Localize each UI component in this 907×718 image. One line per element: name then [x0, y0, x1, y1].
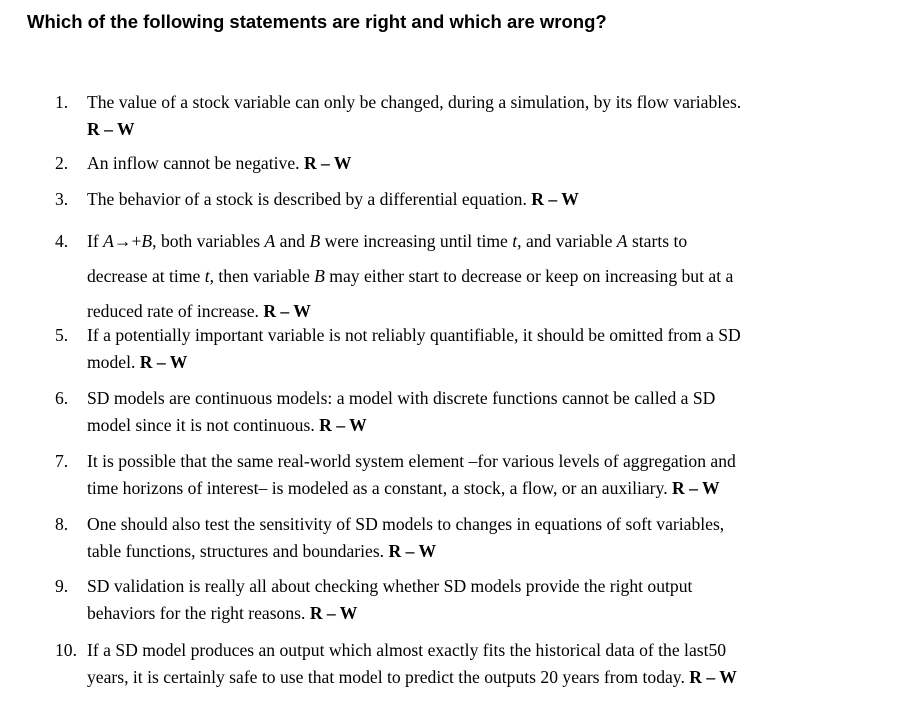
statement-segment: and [275, 231, 310, 251]
statement-number: 2. [55, 153, 69, 173]
variable-symbol: B [314, 266, 325, 286]
statement-line: years, it is certainly safe to use that model to predict the outputs 20 years from today. R – W [87, 667, 737, 687]
statement-line: An inflow cannot be negative. R – W [87, 153, 352, 173]
statement-line [87, 259, 885, 294]
statement-line: The value of a stock variable can only be changed, during a simulation, by its flow variables. [87, 92, 742, 112]
statement-segment: decrease at time [87, 266, 205, 286]
statement-line: SD models are continuous models: a model with discrete functions cannot be called a SD [87, 388, 716, 408]
statement-number: 10. [55, 640, 77, 660]
statement-item-4 [55, 224, 885, 329]
statement-item-3 [55, 186, 885, 213]
answer-label: R – W [319, 415, 367, 435]
variable-symbol: t [512, 231, 518, 251]
statement-line: One should also test the sensitivity of SD models to changes in equations of soft variables, [87, 514, 725, 534]
statement-segment: , then variable [209, 266, 315, 286]
statement-number: 4. [55, 231, 69, 251]
statement-number: 7. [55, 451, 69, 471]
answer-label: R – W [309, 603, 358, 623]
statement-item-10 [55, 637, 885, 691]
statement-text [87, 150, 885, 177]
statement-line: reduced rate of increase. R – W [87, 301, 311, 321]
answer-label: R – W [388, 541, 437, 561]
statement-item-9 [55, 573, 885, 627]
statement-text [87, 385, 885, 439]
statement-line: model since it is not continuous. R – W [87, 415, 367, 435]
statement-text [87, 224, 885, 329]
statement-line: table functions, structures and boundaries. R – W [87, 541, 437, 561]
answer-label: R – W [139, 352, 188, 372]
answer-label: R – W [531, 189, 579, 209]
statement-text [87, 89, 885, 143]
statement-line [87, 116, 885, 143]
variable-symbol: A [616, 231, 628, 251]
statement-number: 3. [55, 189, 69, 209]
statement-line: behaviors for the right reasons. R – W [87, 603, 358, 623]
statement-line: model. R – W [87, 352, 188, 372]
answer-label: R – W [689, 667, 737, 687]
statement-number: 5. [55, 325, 69, 345]
variable-symbol: B [141, 231, 153, 251]
statement-line: If a potentially important variable is not reliably quantifiable, it should be omitted from a SD [87, 325, 741, 345]
statement-line: It is possible that the same real-world system element –for various levels of aggregation and [87, 451, 736, 471]
statement-number: 6. [55, 388, 69, 408]
statement-segment: starts to [627, 231, 688, 251]
statement-text [87, 637, 885, 691]
variable-symbol: A [264, 231, 276, 251]
statement-number: 9. [55, 576, 69, 596]
statement-line: The behavior of a stock is described by a differential equation. R – W [87, 189, 579, 209]
statement-segment: , and variable [517, 231, 617, 251]
statement-line: SD validation is really all about checking whether SD models provide the right output [87, 576, 693, 596]
statement-item-7 [55, 448, 885, 502]
answer-label: R – W [672, 478, 720, 498]
statement-item-5 [55, 322, 885, 376]
answer-label: R – W [303, 153, 352, 173]
answer-label: R – W [87, 119, 135, 139]
statement-item-6 [55, 385, 885, 439]
statement-text [87, 511, 885, 565]
statement-text [87, 186, 885, 213]
statement-line: If a SD model produces an output which almost exactly fits the historical data of the last50 [87, 640, 727, 660]
variable-symbol: B [309, 231, 321, 251]
statement-text [87, 322, 885, 376]
statement-item-1 [55, 89, 885, 143]
statement-line [87, 224, 885, 259]
statement-line: time horizons of interest– is modeled as a constant, a stock, a flow, or an auxiliary. R – W [87, 478, 720, 498]
statement-segment: →+ [113, 231, 142, 251]
variable-symbol: A [103, 231, 114, 251]
statement-number: 1. [55, 92, 69, 112]
statement-item-2 [55, 150, 885, 177]
statement-segment: , both variables [152, 231, 265, 251]
statement-segment: may either start to decrease or keep on increasing but at a [324, 266, 734, 286]
statement-segment: were increasing until time [320, 231, 513, 251]
answer-label: R – W [263, 301, 311, 321]
statement-text [87, 573, 885, 627]
statement-text [87, 448, 885, 502]
statement-segment: If [87, 231, 104, 251]
statement-number: 8. [55, 514, 69, 534]
statement-item-8 [55, 511, 885, 565]
variable-symbol: t [204, 266, 210, 286]
page-title: Which of the following statements are right and which are wrong? [27, 11, 607, 32]
